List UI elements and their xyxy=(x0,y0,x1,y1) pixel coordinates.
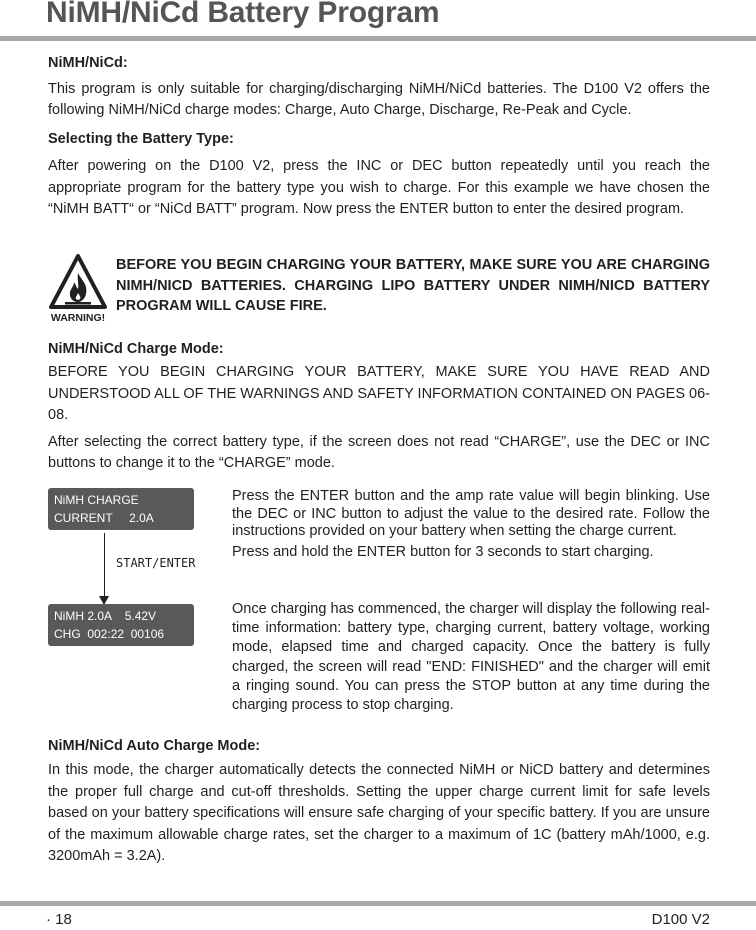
charge-mode-text-1: BEFORE YOU BEGIN CHARGING YOUR BATTERY, MAKE SURE YOU HAVE READ AND UNDERSTOOD ALL OF THE WARNINGS AND SAFETY INFORMATION CONTAINED ON PAGES 06-08. xyxy=(48,364,710,423)
title-rule xyxy=(0,36,756,41)
lcd-line-2: CURRENT 2.0A xyxy=(54,511,154,525)
lcd-line-1: NiMH CHARGE xyxy=(54,493,139,507)
charge-mode-text-2: After selecting the correct battery type, if the screen does not read “CHARGE”, use the DEC or INC buttons to change it to the “CHARGE” mode. xyxy=(48,434,710,471)
charge-mode-instructions xyxy=(48,432,710,474)
fire-warning-icon xyxy=(48,253,108,325)
model-name: D100 V2 xyxy=(651,911,710,928)
auto-charge-heading: NiMH/NiCd Auto Charge Mode: xyxy=(48,738,261,754)
intro-text: This program is only suitable for charging/discharging NiMH/NiCd batteries. The D100 V2 offers the following NiMH/NiCd charge modes: Charge, Auto Charge, Discharge, Re-Peak and Cycle. xyxy=(48,81,710,118)
charge-steps-text-3: Once charging has commenced, the charger will display the following real-time information: battery type, charging current, battery voltage, working mode, elapsed time and charged capacity. Once the battery is fully charged, the screen will read "END: FINISHED" and the charger will emit a ringing sound. You can press the STOP button at any time during the charging process to stop charging. xyxy=(232,601,710,714)
warning-text: BEFORE YOU BEGIN CHARGING YOUR BATTERY, MAKE SURE YOU ARE CHARGING NIMH/NICD BATTERIES. CHARGING LIPO BATTERY UNDER NIMH/NICD BATTERY PROGRAM WILL CAUSE FIRE. xyxy=(116,257,710,314)
auto-charge-section xyxy=(48,736,710,756)
page-title: NiMH/NiCd Battery Program xyxy=(46,0,440,29)
arrow-line xyxy=(104,533,105,599)
battery-type-heading: Selecting the Battery Type: xyxy=(48,131,234,147)
lcd-screen-charging xyxy=(48,604,194,646)
start-enter-label: START/ENTER xyxy=(116,556,196,570)
charge-steps-text-2: Press and hold the ENTER button for 3 seconds to start charging. xyxy=(232,543,654,560)
lcd-line-2: CHG 002:22 00106 xyxy=(54,627,165,641)
charge-steps-text-1: Press the ENTER button and the amp rate value will begin blinking. Use the DEC or INC button to adjust the value to the desired rate. Follow the instructions provided on your battery when setting the charge current. xyxy=(232,488,710,539)
charge-progress xyxy=(232,600,710,715)
intro-section xyxy=(48,53,710,73)
lcd-screen-charge-setup xyxy=(48,488,194,530)
footer-rule xyxy=(0,901,756,906)
charge-steps xyxy=(232,488,710,561)
lcd-line-1: NiMH 2.0A 5.42V xyxy=(54,609,157,623)
battery-type-body xyxy=(48,156,710,221)
auto-charge-body xyxy=(48,760,710,868)
charge-mode-heading: NiMH/NiCd Charge Mode: xyxy=(48,341,224,357)
battery-type-text: After powering on the D100 V2, press the INC or DEC button repeatedly until you reach the appropriate program for the battery type you wish to charge. For this example we have chosen the “NiMH BATT“ or “NiCd BATT” program. Now press the ENTER button to enter the desired program. xyxy=(48,158,710,217)
page-number: · 18 xyxy=(46,911,72,928)
warning-icon-label: WARNING! xyxy=(50,312,106,324)
intro-body xyxy=(48,79,710,121)
charge-mode-section xyxy=(48,339,710,359)
auto-charge-text: In this mode, the charger automatically detects the connected NiMH or NiCD battery and determines the proper full charge and cut-off thresholds. Setting the upper charge current limit for safe levels based on your battery specifications will ensure safe charging of your specific battery. If you are unsure of the maximum allowable charge rates, set the charger to a maximum of 1C (battery mAh/1000, e.g. 3200mAh = 3.2A). xyxy=(48,762,710,864)
charge-mode-warning xyxy=(48,362,710,427)
battery-type-section xyxy=(48,129,710,149)
intro-heading: NiMH/NiCd: xyxy=(48,55,128,71)
